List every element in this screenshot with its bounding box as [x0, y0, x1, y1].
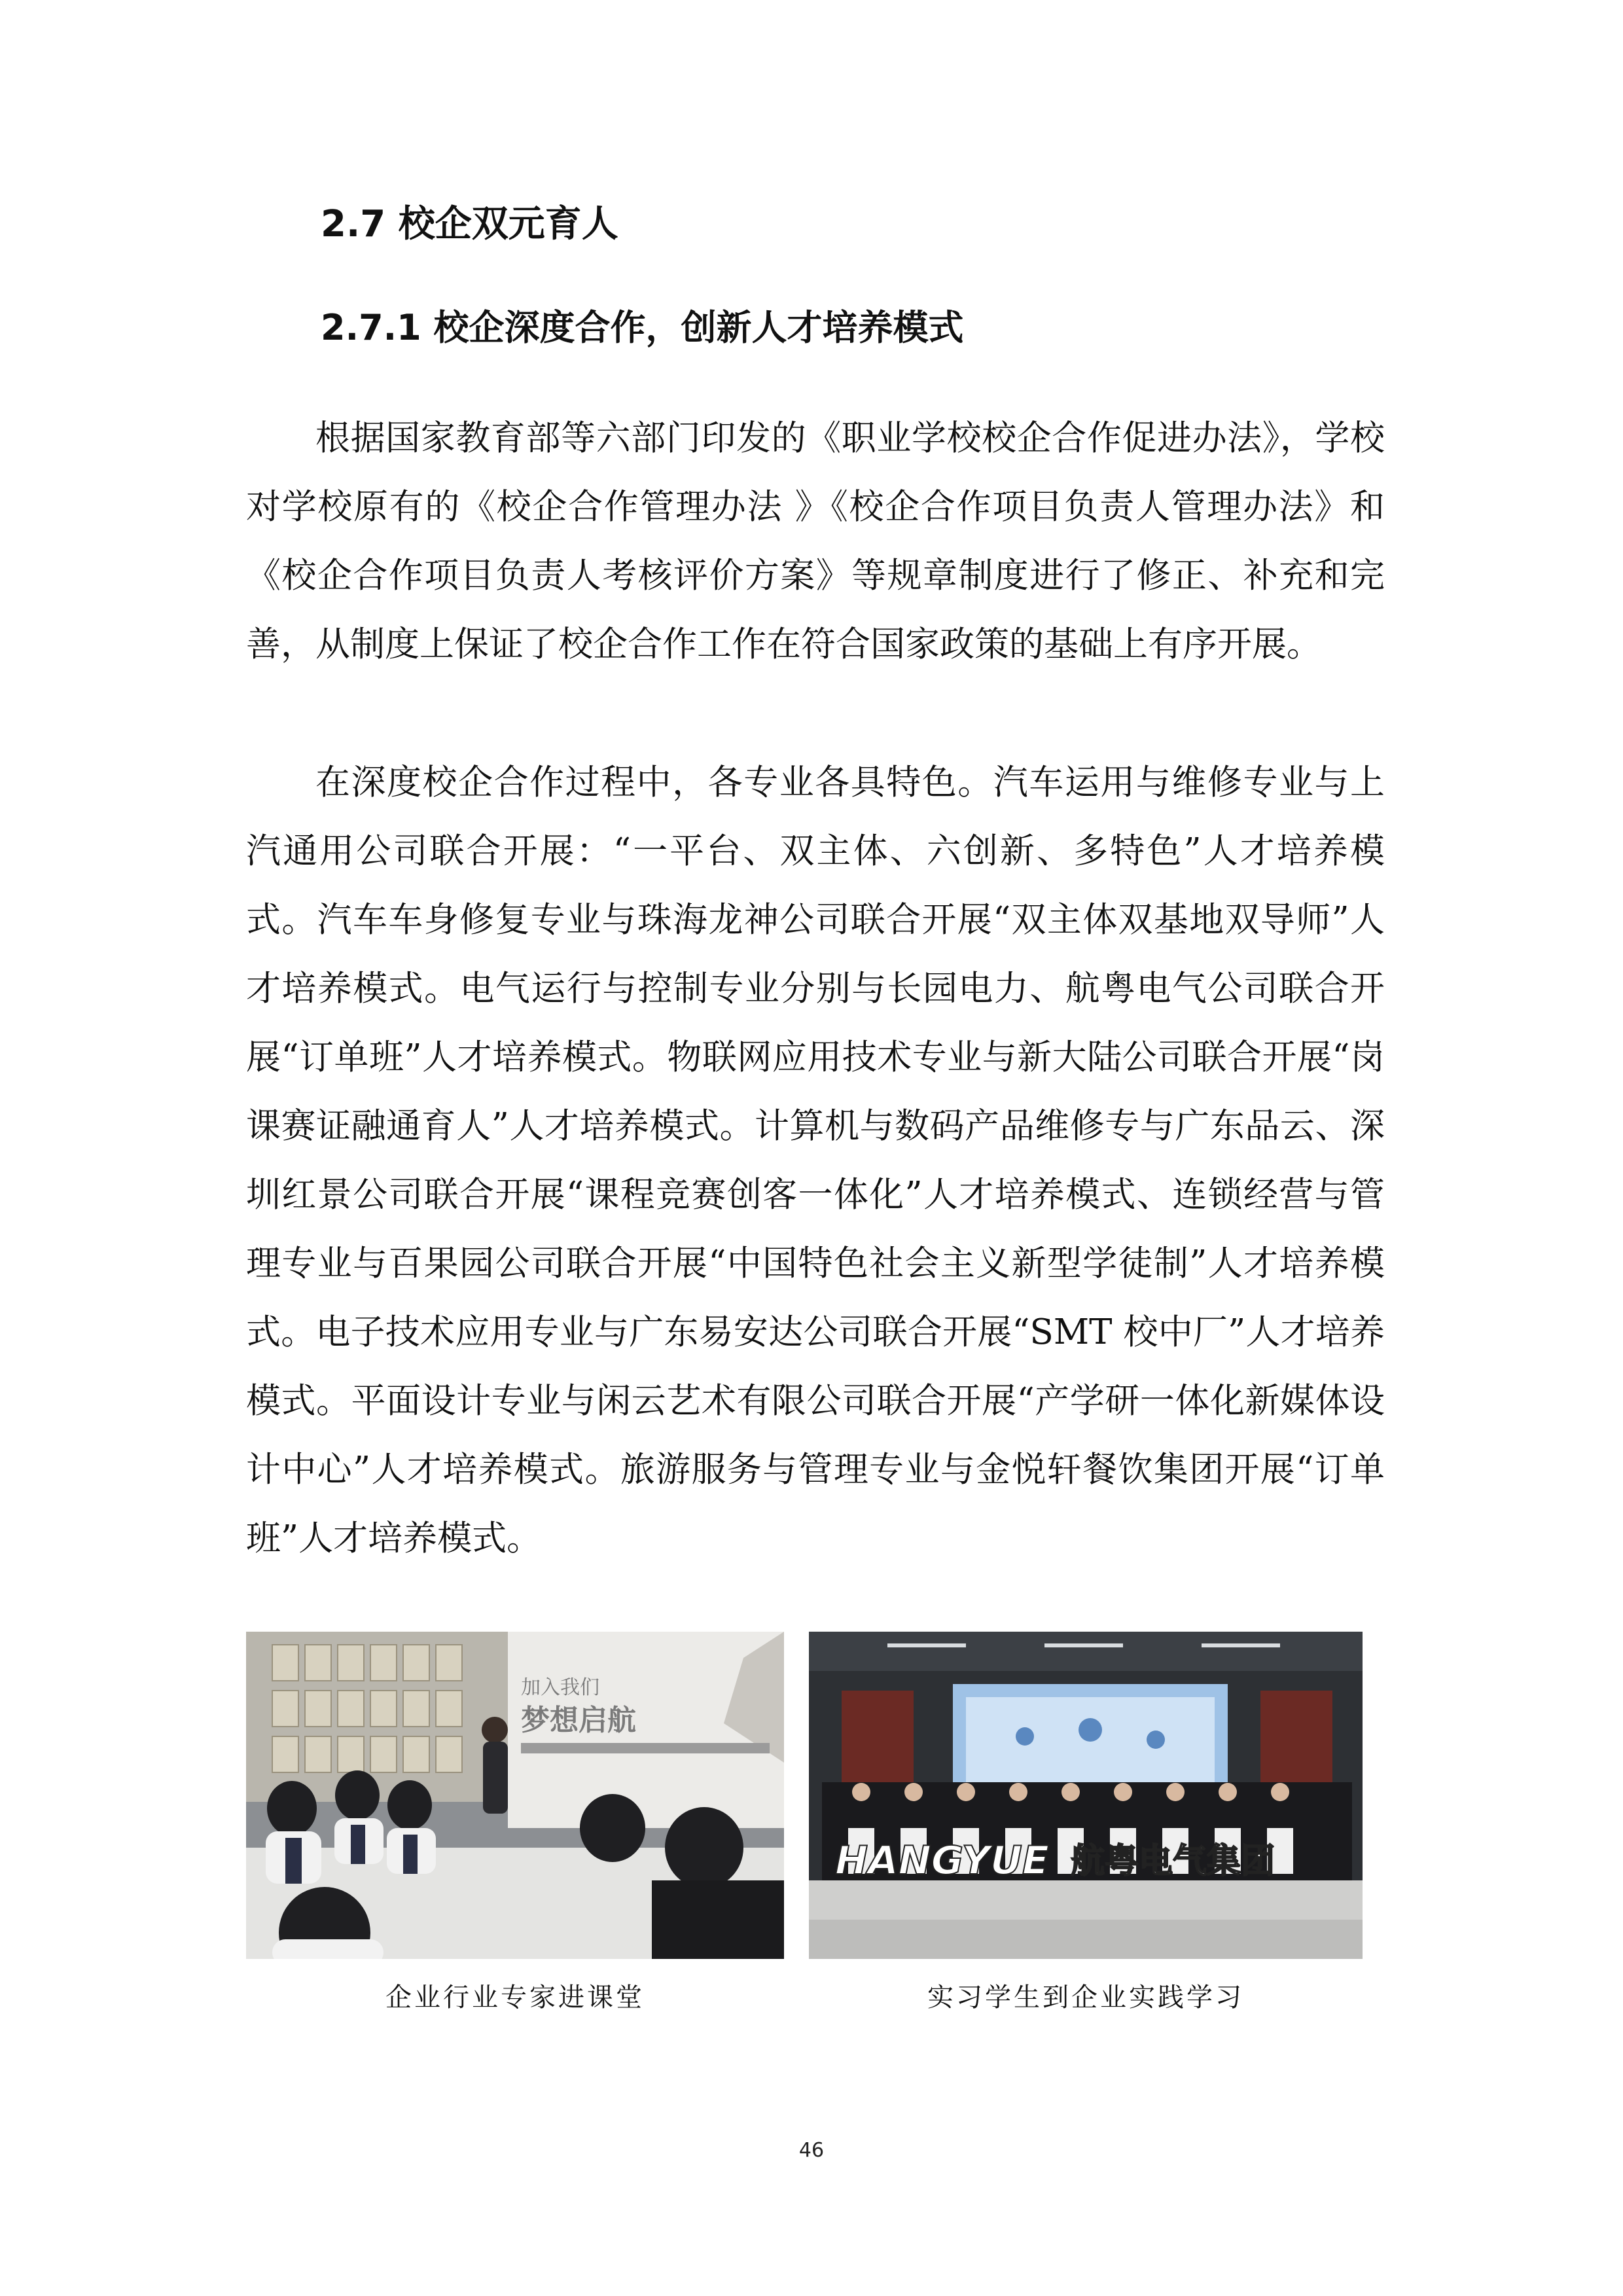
classroom-photo: [246, 1632, 784, 1959]
sign-latin: HANGYUE: [835, 1838, 1049, 1884]
slide-text-1: 加入我们: [521, 1676, 599, 1699]
caption-left: 企业行业专家进课堂: [385, 1982, 645, 2013]
body-paragraph-2: 在深度校企合作过程中，各专业各具特色。汽车运用与维修专业与上汽通用公司联合开展：“一平台、双主体、六创新、多特色”人才培养模式。汽车车身修复专业与珠海龙神公司联合开展“双主体双基地双导师”人才培养模式。电气运行与控制专业分别与长园电力、航粤电气公司联合开展“订单班”人才培养模式。物联网应用技术专业与新大陆公司联合开展“岗课赛证融通育人”人才培养模式。计算机与数码产品维修专与广东品云、深圳红景公司联合开展“课程竞赛创客一体化”人才培养模式、连锁经营与管理专业与百果园公司联合开展“中国特色社会主义新型学徒制”人才培养模式。电子技术应用专业与广东易安达公司联合开展“SMT 校中厂”人才培养模式。平面设计专业与闲云艺术有限公司联合开展“产学研一体化新媒体设计中心”人才培养模式。旅游服务与管理专业与金悦轩餐饮集团开展“订单班”人才培养模式。: [246, 762, 1385, 1558]
body-paragraph-1: 根据国家教育部等六部门印发的《职业学校校企合作促进办法》，学校对学校原有的《校企合作管理办法 》《校企合作项目负责人管理办法》和《校企合作项目负责人考核评价方案》等规章制度进行了修正、补充和完善，从制度上保证了校企合作工作在符合国家政策的基础上有序开展。: [246, 418, 1385, 664]
section-heading: 2.7 校企双元育人: [321, 203, 618, 245]
group-photo: [809, 1632, 1363, 1959]
sign-chinese: 航粤电气集团: [1071, 1842, 1275, 1881]
page-number: 46: [798, 2139, 825, 2162]
caption-right: 实习学生到企业实践学习: [927, 1982, 1244, 2013]
slide-text-2: 梦想启航: [521, 1704, 636, 1737]
subsection-heading: 2.7.1 校企深度合作，创新人才培养模式: [321, 307, 964, 348]
